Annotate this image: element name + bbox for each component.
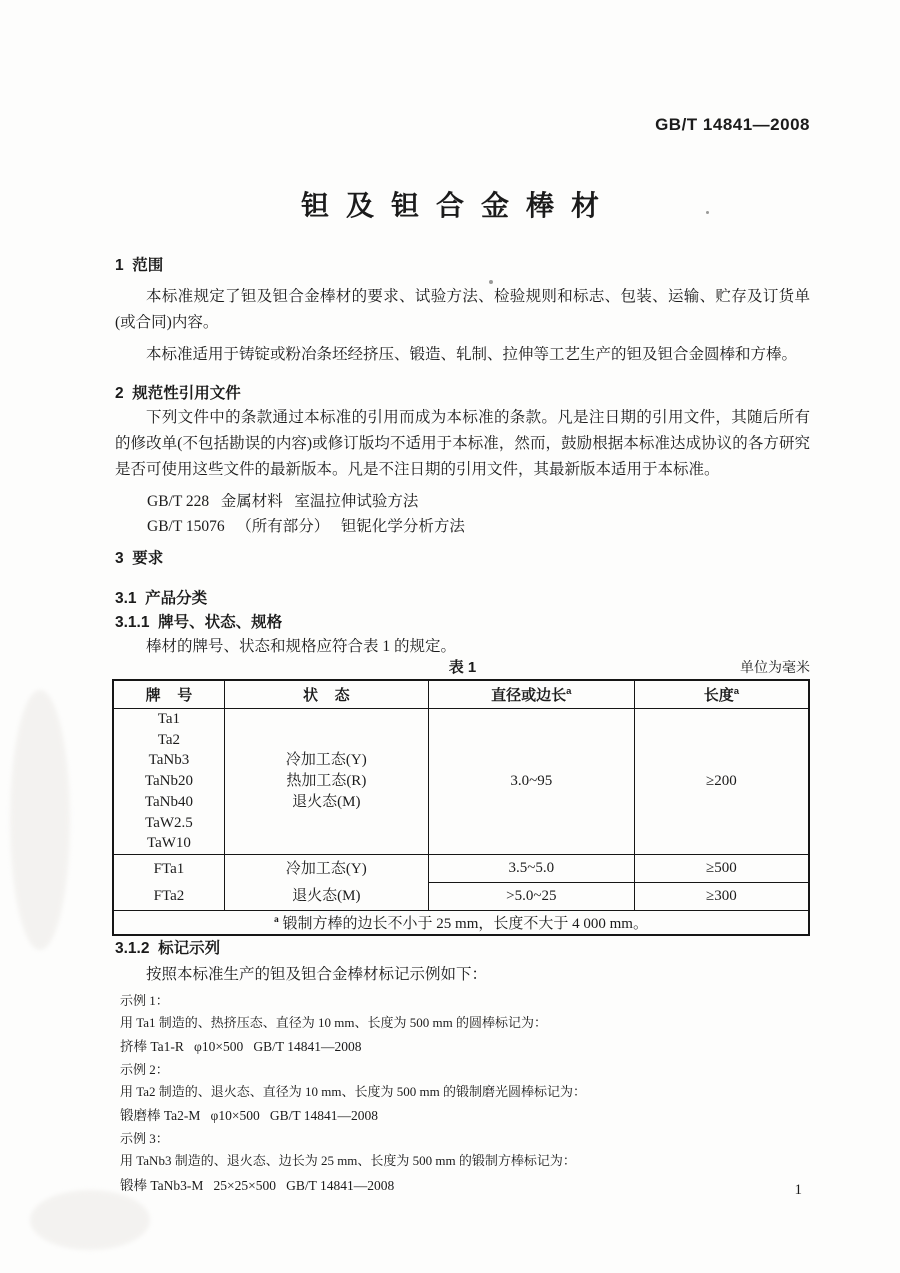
grade-tanb20: TaNb20: [144, 773, 193, 790]
state-annealed: 退火态(M): [292, 794, 361, 810]
scan-artifact-smudge: [30, 1190, 150, 1250]
grade-fta1: FTa1: [153, 860, 185, 877]
section-3-1-2-heading: 3.1.2 标记示列: [115, 940, 221, 957]
cell-states-group2: [224, 855, 428, 911]
table-unit-note: 单位为毫米: [740, 661, 810, 676]
header-diameter: [428, 680, 634, 709]
cell-grades-group1: [113, 709, 224, 855]
cell-states-group1: [224, 709, 428, 855]
header-length-label: 长度: [703, 687, 734, 704]
cell-length-group1: ≥200: [634, 709, 809, 855]
table-row-group1: [113, 709, 809, 855]
example-1-label: 示例 1：: [120, 993, 169, 1008]
section-3-1-1-paragraph: 棒材的牌号、状态和规格应符合表 1 的规定。: [146, 638, 457, 655]
section-3-1-heading: 3.1 产品分类: [115, 590, 208, 607]
reference-gbt228: GB/T 228 金属材料 室温拉伸试验方法: [147, 493, 419, 510]
section-2-paragraph: 下列文件中的条款通过本标准的引用而成为本标准的条款。凡是注日期的引用文件，其随后所有的修改单(不包括勘误的内容)或修订版均不适用于本标准，然而，鼓励根据本标准达成协议的各方研究是否可使用这些文件的最新版本。凡是不注日期的引用文件，其最新版本适用于本标准。: [115, 409, 810, 478]
grade-ta2: Ta2: [157, 731, 181, 748]
example-2-label: 示例 2：: [120, 1062, 169, 1077]
grade-fta2: FTa2: [153, 887, 185, 904]
table-footnote-row: [113, 911, 809, 936]
header-state-label: 状 态: [302, 687, 350, 704]
grade-ta1: Ta1: [157, 711, 181, 728]
cell-length-group2b: ≥300: [634, 883, 809, 911]
section-1-paragraph-1: 本标准规定了钽及钽合金棒材的要求、试验方法、检验规则和标志、包装、运输、贮存及订货单(或合同)内容。: [115, 288, 810, 331]
example-1-description: 用 Ta1 制造的、热挤压态、直径为 10 mm、长度为 500 mm 的圆棒标记为：: [120, 1015, 548, 1030]
doc-number: GB/T 14841—2008: [655, 115, 810, 134]
state-annealed-2: 退火态(M): [292, 887, 361, 904]
grade-tanb40: TaNb40: [144, 793, 193, 810]
example-1-marking: 挤棒 Ta1-R φ10×500 GB/T 14841—2008: [120, 1039, 362, 1054]
header-length-footnote-ref: a: [733, 686, 740, 697]
section-1-heading: 1 范围: [115, 257, 164, 274]
page-title: 钽及钽合金棒材: [300, 190, 616, 221]
cell-diameter-group1: 3.0~95: [428, 709, 634, 855]
section-3-1-2-paragraph: 按照本标准生产的钽及钽合金棒材标记示例如下：: [146, 966, 488, 983]
example-3-description: 用 TaNb3 制造的、退火态、边长为 25 mm、长度为 500 mm 的锻制方棒标记为：: [120, 1153, 576, 1168]
grade-taw10: TaW10: [146, 835, 191, 852]
cell-grades-group2: [113, 855, 224, 911]
header-diameter-footnote-ref: a: [566, 686, 572, 697]
section-2-heading: 2 规范性引用文件: [115, 385, 241, 402]
table-header-row: [113, 680, 809, 709]
header-state: [224, 680, 428, 709]
section-3-heading: 3 要求: [115, 550, 164, 567]
grade-tanb3: TaNb3: [148, 752, 190, 769]
table-1: [112, 679, 810, 936]
cell-diameter-group2a: 3.5~5.0: [428, 855, 634, 883]
scan-artifact-smudge: [10, 690, 70, 950]
header-diameter-label: 直径或边长: [491, 687, 567, 704]
table-footnote: [113, 911, 809, 936]
table-caption-row: [115, 656, 810, 676]
reference-gbt15076: GB/T 15076 （所有部分） 钽铌化学分析方法: [147, 518, 465, 535]
header-grade-label: 牌 号: [145, 687, 193, 704]
cell-length-group2a: ≥500: [634, 855, 809, 883]
table-row-group2a: [113, 855, 809, 883]
table-caption: 表 1: [448, 659, 477, 676]
grade-taw2-5: TaW2.5: [145, 814, 193, 831]
example-3-label: 示例 3：: [120, 1131, 169, 1146]
footnote-marker: a: [274, 915, 279, 925]
example-3-marking: 锻棒 TaNb3-M 25×25×500 GB/T 14841—2008: [120, 1178, 395, 1193]
state-hot-worked: 热加工态(R): [286, 773, 367, 789]
state-cold-worked: 冷加工态(Y): [285, 752, 367, 768]
section-3-1-1-heading: 3.1.1 牌号、状态、规格: [115, 614, 283, 631]
page-number: 1: [794, 1182, 802, 1198]
example-2-marking: 锻磨棒 Ta2-M φ10×500 GB/T 14841—2008: [120, 1108, 378, 1123]
cell-diameter-group2b: >5.0~25: [428, 883, 634, 911]
section-1-paragraph-2: 本标准适用于铸锭或粉冶条坯经挤压、锻造、轧制、拉伸等工艺生产的钽及钽合金圆棒和方棒。: [146, 346, 798, 363]
header-grade: [113, 680, 224, 709]
example-2-description: 用 Ta2 制造的、退火态、直径为 10 mm、长度为 500 mm 的锻制磨光圆棒标记为：: [120, 1084, 587, 1099]
state-cold-worked-2: 冷加工态(Y): [285, 860, 367, 877]
header-length: [634, 680, 809, 709]
footnote-text: 锻制方棒的边长不小于 25 mm，长度不大于 4 000 mm。: [282, 916, 648, 932]
